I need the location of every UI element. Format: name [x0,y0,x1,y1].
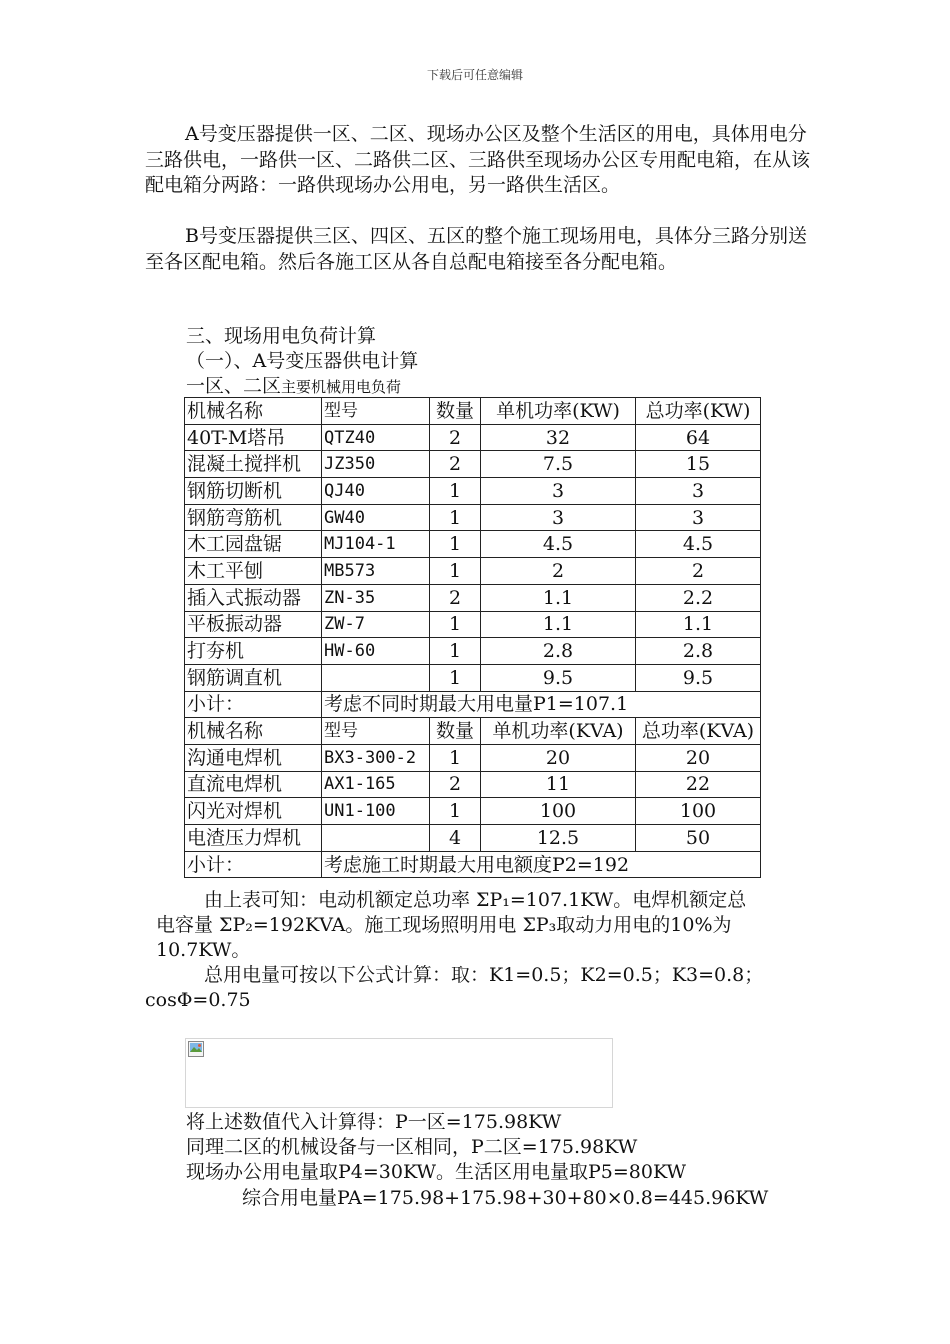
subtotal-label: 小计： [185,691,322,718]
table-cell: 1 [430,798,481,825]
table-cell: 9.5 [481,664,636,691]
table-cell [322,664,430,691]
table-cell: GW40 [322,504,430,531]
table-cell: HW-60 [322,638,430,665]
table-cell: JZ350 [322,451,430,478]
table-cell: 木工平刨 [185,558,322,585]
table-cell: 2 [481,558,636,585]
table-cell: AX1-165 [322,771,430,798]
table-row [185,611,761,638]
table-cell: 22 [636,771,761,798]
table-cell: 2 [430,771,481,798]
table-cell: 100 [481,798,636,825]
table-cell: 1.1 [636,611,761,638]
table-cell: 3 [636,478,761,505]
table-cell: 1.1 [481,611,636,638]
table-cell: 机械名称 [185,718,322,745]
table-row [185,558,761,585]
table-cell: 50 [636,825,761,852]
subtotal-value: 考虑不同时期最大用电量P1=107.1 [322,691,761,718]
table-row [185,451,761,478]
subtotal-value: 考虑施工时期最大用电额度P2=192 [322,851,761,878]
table-cell: 沟通电焊机 [185,744,322,771]
table-caption-zones: 一区、二区 [186,375,282,397]
table-row [185,531,761,558]
table-caption-title: 主要机械用电负荷 [281,378,402,396]
table-row [185,478,761,505]
table-cell: 2 [636,558,761,585]
table-cell: 1 [430,478,481,505]
table-cell: 3 [481,504,636,531]
table-cell: 2 [430,584,481,611]
table-cell: 直流电焊机 [185,771,322,798]
table-cell: 100 [636,798,761,825]
table-cell: 钢筋切断机 [185,478,322,505]
table-row [185,638,761,665]
table-cell [322,825,430,852]
table-cell: 1 [430,744,481,771]
table-row [185,771,761,798]
table-cell: 7.5 [481,451,636,478]
table-cell: 单机功率(KVA) [481,718,636,745]
page-header-note: 下载后可任意编辑 [426,68,523,82]
table-cell: 1.1 [481,584,636,611]
table-cell: 1 [430,558,481,585]
summary-line-3: 10.7KW。 [156,939,251,961]
table-cell: 9.5 [636,664,761,691]
summary-line-2: 电容量 ΣP₂=192KVA。施工现场照明用电 ΣP₃取动力用电的10%为 [156,914,732,936]
table-cell: 型号 [322,398,430,425]
formula-image-placeholder [185,1038,613,1108]
subsection-heading: （一）、A号变压器供电计算 [186,350,419,372]
subtotal-label: 小计： [185,851,322,878]
formula-line-2: cosΦ=0.75 [145,989,251,1011]
table-cell: 平板振动器 [185,611,322,638]
table-cell: 11 [481,771,636,798]
result-line-1: 将上述数值代入计算得：P一区=175.98KW [186,1111,562,1133]
subtotal-row [185,851,761,878]
result-line-4: 综合用电量PA=175.98+175.98+30+80×0.8=445.96KW [242,1187,769,1209]
table-cell: 32 [481,424,636,451]
table-row [185,424,761,451]
table-cell: ZW-7 [322,611,430,638]
subtotal-row [185,691,761,718]
broken-image-icon [188,1041,204,1057]
formula-line-1: 总用电量可按以下公式计算：取：K1=0.5；K2=0.5；K3=0.8； [204,964,764,986]
table-cell: 1 [430,664,481,691]
table-row [185,584,761,611]
table-row [185,504,761,531]
table-cell: 单机功率(KW) [481,398,636,425]
table-cell: 1 [430,531,481,558]
table-cell: QTZ40 [322,424,430,451]
table-row [185,664,761,691]
table-cell: ZN-35 [322,584,430,611]
table-header-row [185,718,761,745]
result-line-2: 同理二区的机械设备与一区相同，P二区=175.98KW [186,1136,638,1158]
table-cell: 3 [481,478,636,505]
table-cell: 混凝土搅拌机 [185,451,322,478]
table-cell: 闪光对焊机 [185,798,322,825]
load-table [184,397,761,878]
table-cell: 2.8 [481,638,636,665]
table-cell: MJ104-1 [322,531,430,558]
table-cell: BX3-300-2 [322,744,430,771]
table-cell: 机械名称 [185,398,322,425]
table-cell: 2 [430,424,481,451]
table-cell: 电渣压力焊机 [185,825,322,852]
table-cell: 12.5 [481,825,636,852]
table-cell: 型号 [322,718,430,745]
table-cell: 总功率(KVA) [636,718,761,745]
table-row [185,744,761,771]
paragraph-transformer-b: B号变压器提供三区、四区、五区的整个施工现场用电，具体分三路分别送至各区配电箱。然后各施工区从各自总配电箱接至各分配电箱。 [145,225,807,273]
table-cell: 1 [430,611,481,638]
table-cell: QJ40 [322,478,430,505]
table-cell: 2.2 [636,584,761,611]
summary-line-1: 由上表可知：电动机额定总功率 ΣP₁=107.1KW。电焊机额定总 [204,889,747,911]
table-cell: 木工园盘锯 [185,531,322,558]
result-line-3: 现场办公用电量取P4=30KW。生活区用电量取P5=80KW [186,1161,687,1183]
table-cell: 1 [430,504,481,531]
table-cell: 20 [481,744,636,771]
table-caption [186,374,401,399]
table-row [185,825,761,852]
table-cell: 15 [636,451,761,478]
table-cell: 2.8 [636,638,761,665]
table-cell: 40T-M塔吊 [185,424,322,451]
table-header-row [185,398,761,425]
table-cell: 1 [430,638,481,665]
table-cell: 3 [636,504,761,531]
table-cell: 20 [636,744,761,771]
table-cell: 打夯机 [185,638,322,665]
paragraph-transformer-a: A号变压器提供一区、二区、现场办公区及整个生活区的用电，具体用电分三路供电，一路供一区、二路供二区、三路供至现场办公区专用配电箱，在从该配电箱分两路：一路供现场办公用电，另一路供生活区。 [145,123,811,196]
table-cell: 4.5 [481,531,636,558]
table-cell: UN1-100 [322,798,430,825]
table-row [185,798,761,825]
table-cell: 64 [636,424,761,451]
section-heading: 三、现场用电负荷计算 [186,325,377,347]
table-cell: 4 [430,825,481,852]
table-cell: 数量 [430,718,481,745]
table-cell: 4.5 [636,531,761,558]
table-cell: 2 [430,451,481,478]
table-cell: 数量 [430,398,481,425]
table-cell: 总功率(KW) [636,398,761,425]
table-cell: 钢筋调直机 [185,664,322,691]
table-cell: 钢筋弯筋机 [185,504,322,531]
table-cell: 插入式振动器 [185,584,322,611]
table-cell: MB573 [322,558,430,585]
